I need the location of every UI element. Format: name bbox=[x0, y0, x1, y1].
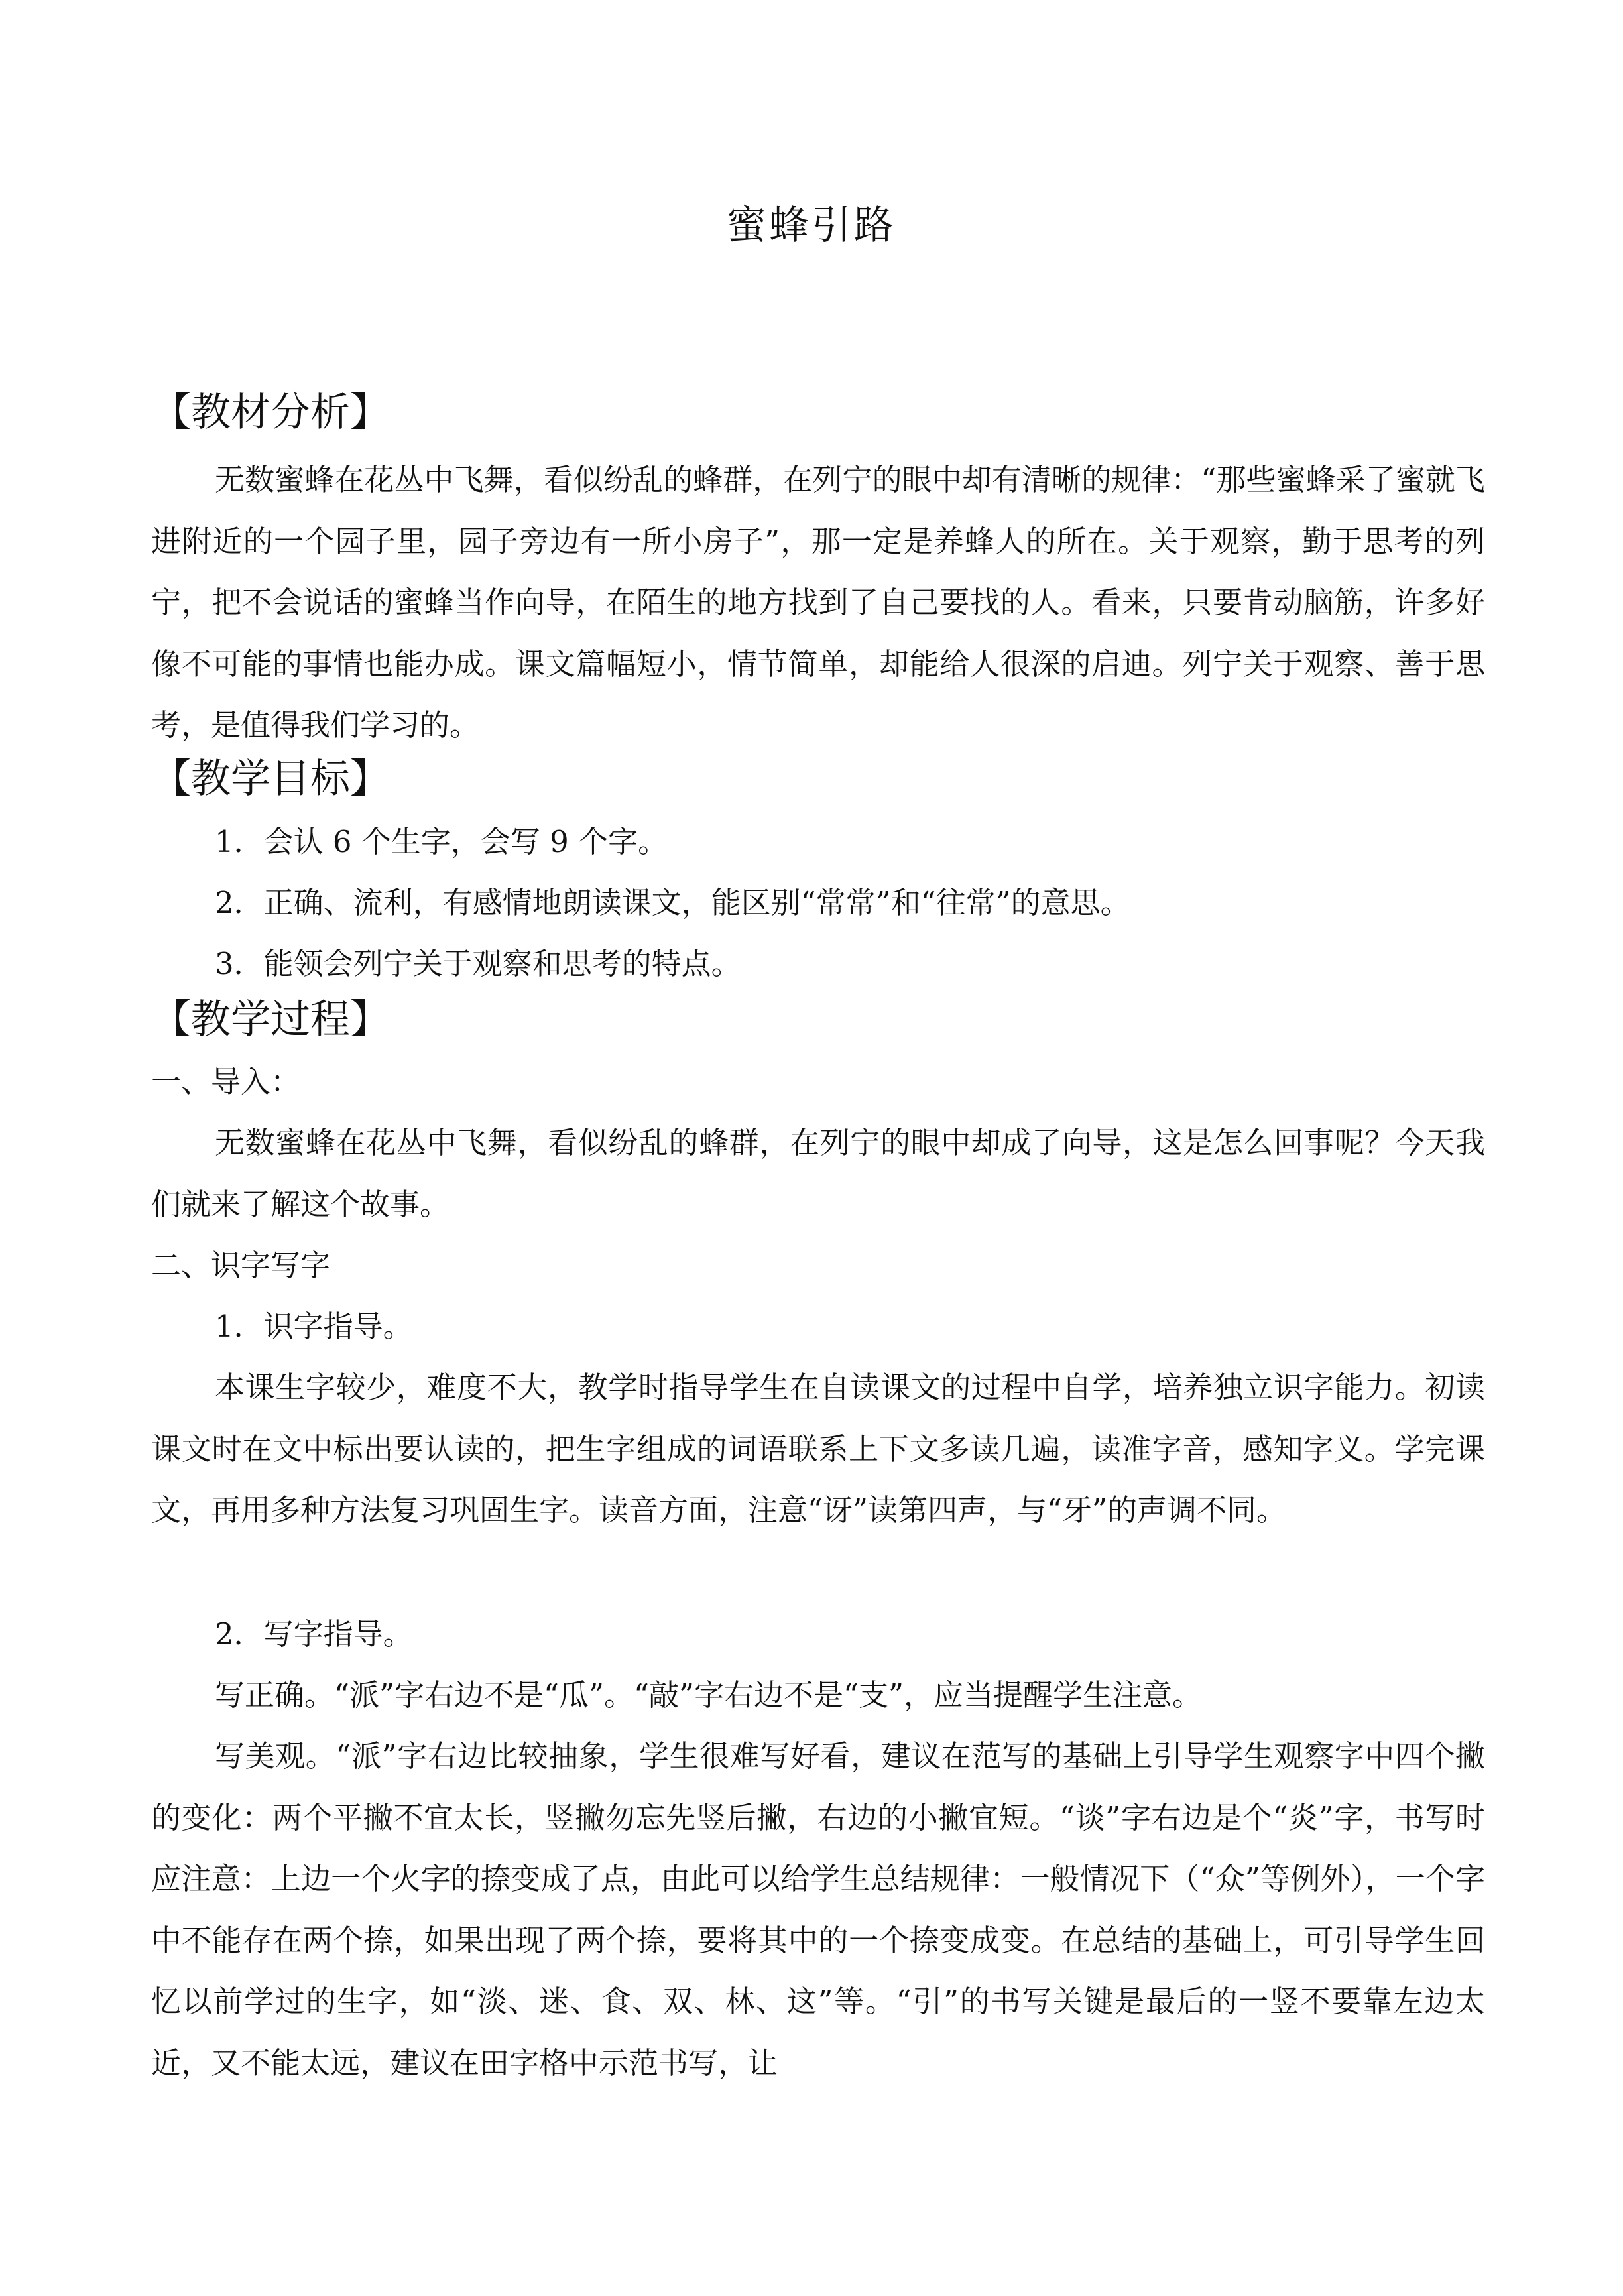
process-part1-paragraph: 无数蜜蜂在花丛中飞舞，看似纷乱的蜂群，在列宁的眼中却成了向导，这是怎么回事呢？今天我们就来了解这个故事。 bbox=[151, 1125, 1485, 1222]
material-analysis-paragraph: 无数蜜蜂在花丛中飞舞，看似纷乱的蜂群，在列宁的眼中却有清晰的规律：“那些蜜蜂采了蜜就飞进附近的一个园子里，园子旁边有一所小房子”，那一定是养蜂人的所在。关于观察，勤于思考的列宁，把不会说话的蜜蜂当作向导，在陌生的地方找到了自己要找的人。看来，只要肯动脑筋，许多好像不可能的事情也能办成。课文篇幅短小，情节简单，却能给人很深的启迪。列宁关于观察、善于思考，是值得我们学习的。 bbox=[151, 462, 1485, 743]
process-sub1-label: 1．识字指导。 bbox=[215, 1309, 413, 1344]
process-sub2-label: 2．写字指导。 bbox=[215, 1616, 413, 1652]
section-heading-teaching-goals: 【教学目标】 bbox=[151, 756, 390, 802]
process-part1-label: 一、导入： bbox=[151, 1064, 301, 1099]
process-sub2-paragraph-2: 写美观。“派”字右边比较抽象，学生很难写好看，建议在范写的基础上引导学生观察字中四个撇的变化：两个平撇不宜太长，竖撇勿忘先竖后撇，右边的小撇宜短。“谈”字右边是个“炎”字，书写时应注意：上边一个火字的捺变成了点，由此可以给学生总结规律：一般情况下（“众”等例外），一个字中不能存在两个捺，如果出现了两个捺，要将其中的一个捺变成变。在总结的基础上，可引导学生回忆以前学过的生字，如“淡、迷、食、双、林、这”等。“引”的书写关键是最后的一竖不要靠左边太近，又不能太远，建议在田字格中示范书写，让 bbox=[151, 1738, 1485, 2081]
teaching-goal-item-3: 3．能领会列宁关于观察和思考的特点。 bbox=[215, 946, 741, 981]
document-title: 蜜蜂引路 bbox=[727, 202, 896, 249]
teaching-goal-item-1: 1．会认 6 个生字，会写 9 个字。 bbox=[215, 824, 668, 859]
section-heading-teaching-process: 【教学过程】 bbox=[151, 997, 390, 1043]
section-heading-material-analysis: 【教材分析】 bbox=[151, 389, 390, 436]
process-sub1-paragraph: 本课生字较少，难度不大，教学时指导学生在自读课文的过程中自学，培养独立识字能力。初读课文时在文中标出要认读的，把生字组成的词语联系上下文多读几遍，读准字音，感知字义。学完课文，再用多种方法复习巩固生字。读音方面，注意“讶”读第四声，与“牙”的声调不同。 bbox=[151, 1370, 1485, 1528]
teaching-goal-item-2: 2．正确、流利，有感情地朗读课文，能区别“常常”和“往常”的意思。 bbox=[215, 885, 1130, 920]
process-sub2-paragraph-1: 写正确。“派”字右边不是“瓜”。“敲”字右边不是“支”，应当提醒学生注意。 bbox=[215, 1677, 1203, 1713]
process-part2-label: 二、识字写字 bbox=[151, 1248, 331, 1283]
